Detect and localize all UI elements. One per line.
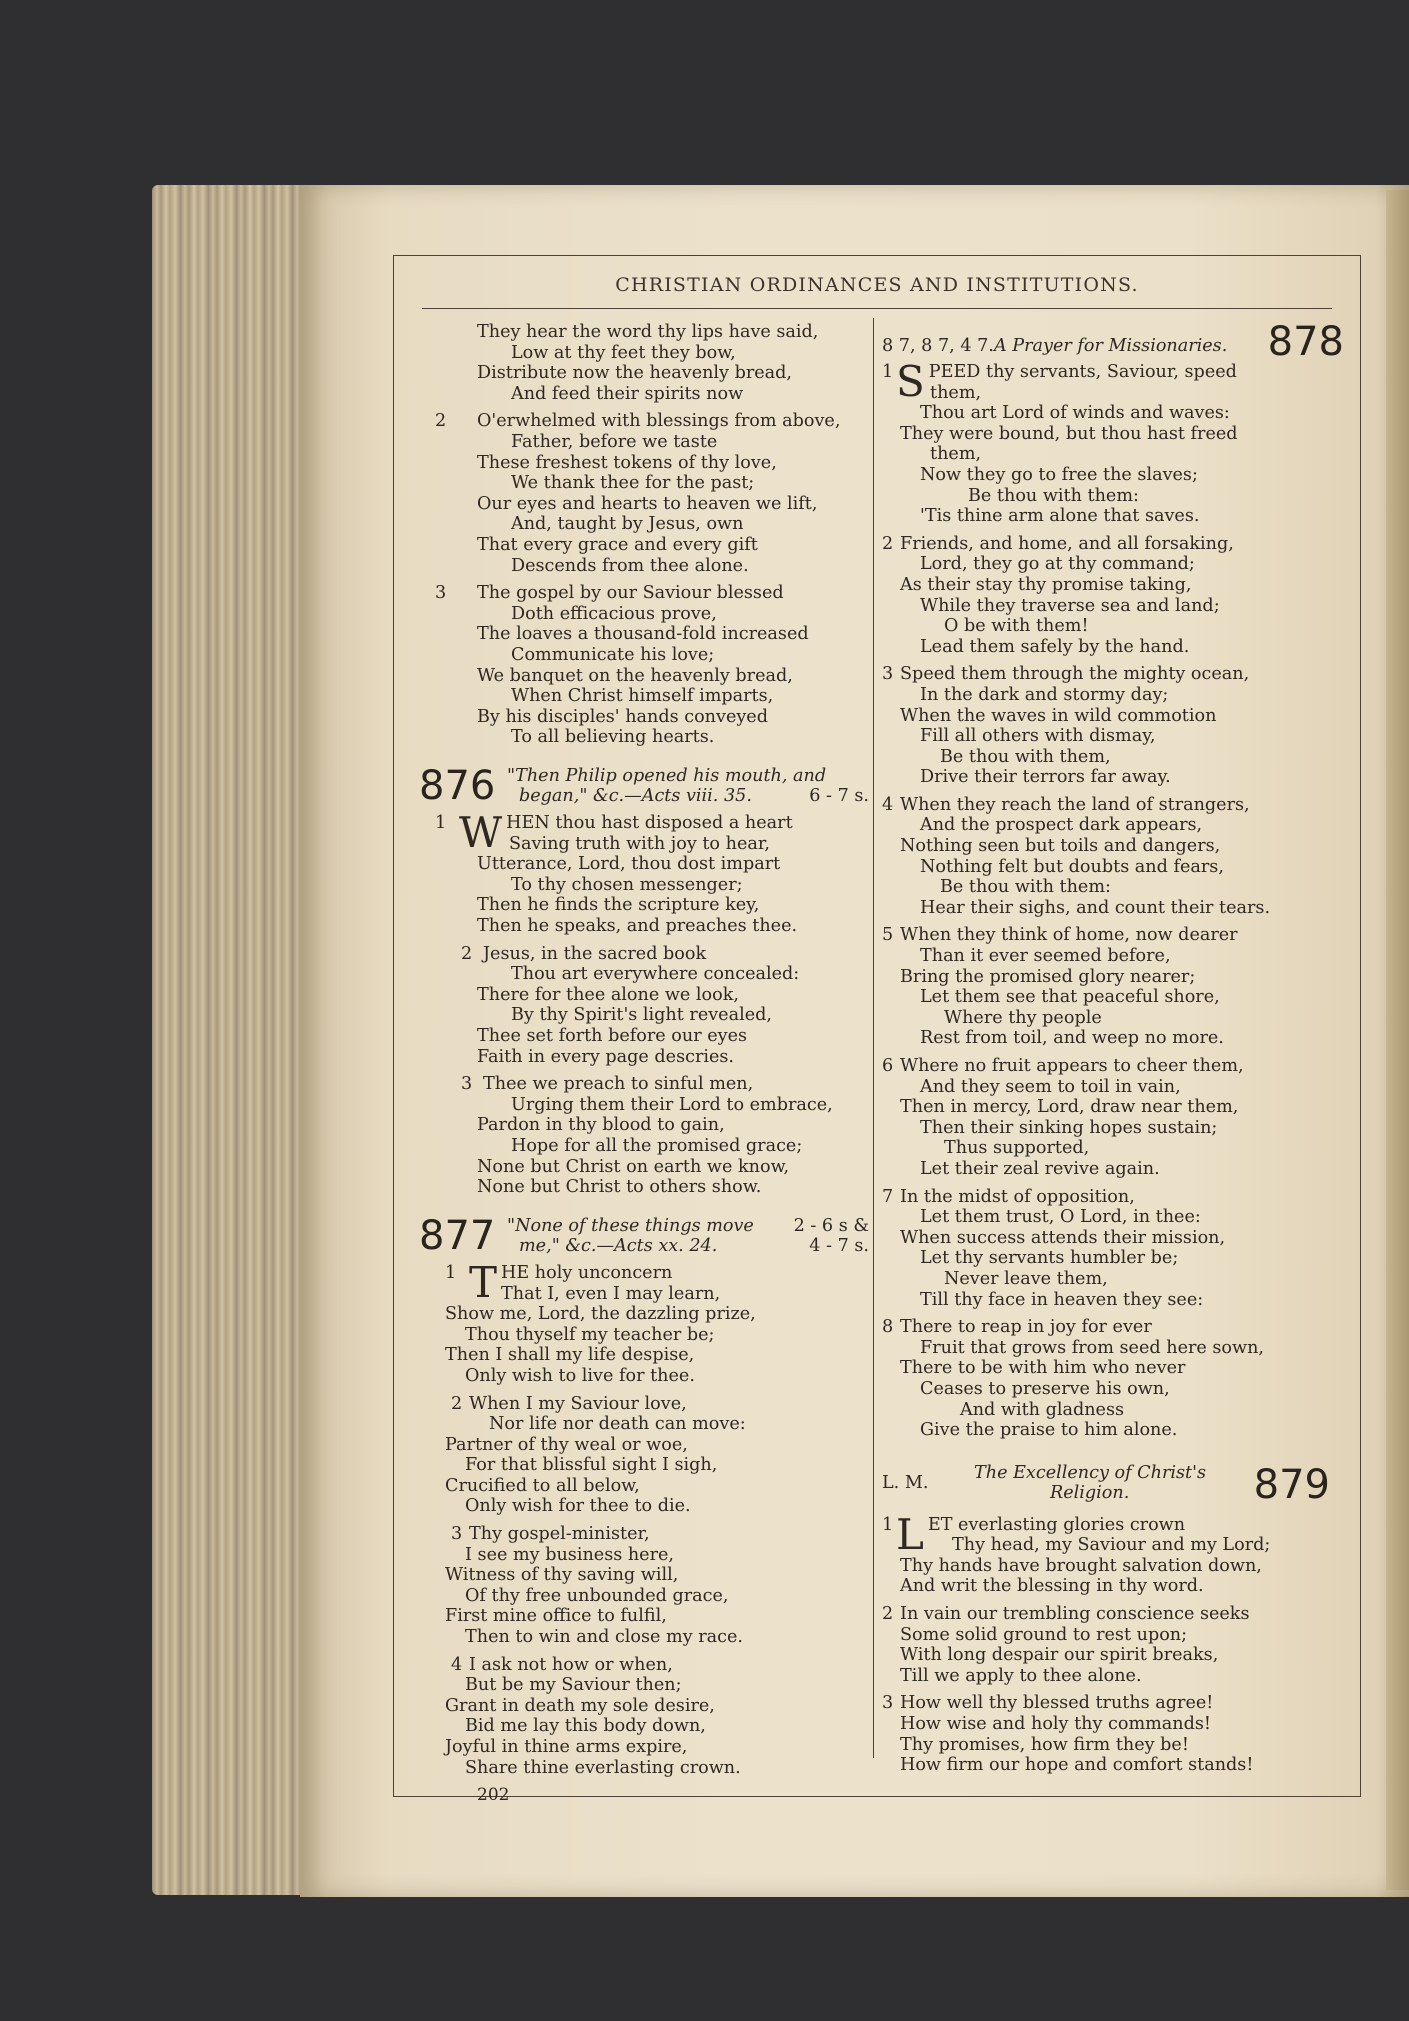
verse-line: That every grace and every gift — [477, 534, 758, 555]
verse-line: The loaves a thousand-fold increased — [477, 624, 809, 645]
verse-line: Let them trust, O Lord, in thee: — [920, 1207, 1201, 1228]
verse-line: 2 In vain our trembling conscience seeks — [882, 1604, 1250, 1625]
verse-line: Thou art Lord of winds and waves: — [920, 403, 1230, 424]
verse-line: Hear their sighs, and count their tears. — [920, 897, 1271, 918]
verse-line: There for thee alone we look, — [477, 984, 739, 1005]
hymn-number: 878 — [1267, 319, 1344, 365]
verse-line: 1 S PEED thy servants, Saviour, speed — [882, 357, 1237, 406]
verse-number: 5 — [882, 925, 894, 946]
hymn-879-heading — [882, 1463, 1344, 1515]
verse-number: 1 — [882, 362, 894, 382]
verse-number: 6 — [882, 1056, 894, 1076]
verse-line: Let them see that peaceful shore, — [920, 987, 1220, 1008]
verse-number: 3 — [882, 664, 894, 685]
verse-number: 3 — [451, 1524, 463, 1545]
verse-number: 8 — [882, 1317, 894, 1338]
verse-line: And the prospect dark appears, — [920, 815, 1203, 836]
verse-line: Now they go to free the slaves; — [920, 464, 1198, 485]
hymn-878-verse-3 — [882, 664, 1344, 788]
verse-line: Lead them safely by the hand. — [920, 636, 1190, 657]
verse-line: And, taught by Jesus, own — [511, 514, 744, 535]
verse-line: These freshest tokens of thy love, — [477, 452, 777, 473]
verse-line: When the waves in wild commotion — [900, 705, 1217, 726]
page-frame — [393, 255, 1361, 1806]
hymn-title: Religion. — [1050, 1482, 1130, 1503]
verse-line: Then to win and close my race. — [465, 1627, 744, 1648]
verse-number: 1 — [445, 1262, 457, 1283]
verse-line: 2 When I my Saviour love, — [451, 1393, 687, 1414]
hymn-876-heading — [419, 762, 869, 809]
verse-line: 8 There to reap in joy for ever — [882, 1317, 1152, 1338]
verse-line: We banquet on the heavenly bread, — [477, 665, 793, 686]
verse-number: 2 — [451, 1393, 463, 1414]
hymn-number: 876 — [419, 762, 496, 809]
verse-line: Our eyes and hearts to heaven we lift, — [477, 493, 818, 514]
verse-line: How wise and holy thy commands! — [900, 1714, 1211, 1735]
verse-line: Of thy free unbounded grace, — [465, 1585, 729, 1606]
hymn-878-verse-8 — [882, 1317, 1344, 1441]
verse-line: Than it ever seemed before, — [920, 946, 1171, 967]
verse-number: 3 — [435, 583, 447, 604]
verse-number: 7 — [882, 1186, 894, 1207]
verse-line: They hear the word thy lips have said, — [477, 322, 819, 342]
hymn-title: The Excellency of Christ's — [974, 1462, 1206, 1483]
verse-line: Give the praise to him alone. — [920, 1420, 1178, 1441]
scripture-reference: "None of these things move 2 - 6 s & — [507, 1215, 869, 1236]
verse-line: 5 When they think of home, now dearer — [882, 925, 1238, 946]
verse-line: With long despair our spirit breaks, — [900, 1645, 1219, 1666]
verse-line: Let their zeal revive again. — [920, 1158, 1160, 1179]
verse-number: 2 — [435, 411, 447, 432]
hymn-875-continued — [419, 322, 869, 404]
hymn-meter: 6 - 7 s. — [809, 786, 869, 807]
verse-line: Till we apply to thee alone. — [900, 1665, 1142, 1686]
drop-cap: S — [896, 357, 925, 406]
verse-line: Witness of thy saving will, — [445, 1565, 679, 1586]
verse-line: 2 Friends, and home, and all forsaking, — [882, 533, 1234, 554]
verse-number: 4 — [451, 1654, 463, 1675]
hymn-879-verse-3 — [882, 1693, 1344, 1775]
verse-line: Then he speaks, and preaches thee. — [477, 916, 798, 937]
verse-line: Saving truth with joy to hear, — [509, 833, 770, 854]
hymn-meter: L. M. — [882, 1472, 929, 1493]
verse-line: Utterance, Lord, thou dost impart — [477, 854, 781, 875]
verse-line: But be my Saviour then; — [465, 1675, 682, 1696]
running-header: CHRISTIAN ORDINANCES AND INSTITUTIONS. — [615, 274, 1139, 296]
verse-line: Ceases to preserve his own, — [920, 1378, 1170, 1399]
verse-line: 3 Thy gospel-minister, — [451, 1524, 650, 1545]
verse-line: 3 Speed them through the mighty ocean, — [882, 664, 1250, 685]
verse-line: Share thine everlasting crown. — [465, 1757, 741, 1778]
verse-line: Be thou with them: — [968, 485, 1139, 506]
verse-line: There to be with him who never — [900, 1358, 1186, 1379]
verse-line: 4 I ask not how or when, — [451, 1654, 673, 1675]
verse-line: They were bound, but thou hast freed — [900, 423, 1238, 444]
verse-line: Urging them their Lord to embrace, — [511, 1094, 833, 1115]
verse-line: 1 L ET everlasting glories crown — [882, 1509, 1186, 1559]
hymn-875-verse-2 — [419, 411, 869, 576]
verse-line: Only wish for thee to die. — [465, 1496, 691, 1517]
verse-line: Then in mercy, Lord, draw near them, — [900, 1097, 1239, 1118]
verse-line: And feed their spirits now — [511, 383, 744, 404]
verse-number: 2 — [882, 533, 894, 554]
verse-line: To all believing hearts. — [511, 727, 715, 748]
hymn-876-verse-3 — [419, 1074, 869, 1198]
verse-line: Fill all others with dismay, — [920, 726, 1156, 747]
verse-line: When success attends their mission, — [900, 1227, 1226, 1248]
hymn-meter: 8 7, 8 7, 4 7. — [882, 336, 994, 356]
header-rule — [422, 308, 1332, 309]
verse-line: Where thy people — [944, 1007, 1102, 1028]
verse-line: Bid me lay this body down, — [465, 1716, 706, 1737]
verse-line: Pardon in thy blood to gain, — [477, 1115, 725, 1136]
drop-cap: W — [459, 808, 503, 858]
hymn-meter: 2 - 6 s & — [793, 1215, 869, 1236]
verse-number: 2 — [882, 1604, 894, 1625]
verse-line: Father, before we taste — [511, 431, 718, 452]
hymn-number: 879 — [1253, 1461, 1330, 1508]
verse-line: Thee set forth before our eyes — [477, 1026, 748, 1046]
scripture-reference: me," &c.—Acts xx. 24. 4 - 7 s. — [519, 1236, 869, 1257]
scripture-reference: "Then Philip opened his mouth, and — [507, 765, 827, 786]
hymn-number: 877 — [419, 1212, 496, 1259]
verse-line: 3 How well thy blessed truths agree! — [882, 1693, 1214, 1714]
verse-line: Faith in every page descries. — [477, 1046, 735, 1067]
verse-line: Be thou with them: — [940, 877, 1111, 898]
hymn-879-verse-2 — [882, 1604, 1344, 1686]
verse-line: Communicate his love; — [511, 644, 715, 665]
verse-line: Nor life nor death can move: — [489, 1414, 746, 1435]
verse-line: Bring the promised glory nearer; — [900, 966, 1196, 987]
hymn-877-verse-2 — [419, 1394, 869, 1518]
verse-line: Then I shall my life despise, — [445, 1345, 695, 1366]
verse-line: Grant in death my sole desire, — [445, 1695, 715, 1716]
verse-line: Crucified to all below, — [445, 1475, 640, 1496]
hymn-878-verse-2 — [882, 534, 1344, 658]
verse-line: Rest from toil, and weep no more. — [920, 1028, 1224, 1049]
column-divider — [873, 318, 874, 1758]
verse-line: Hope for all the promised grace; — [511, 1135, 803, 1156]
verse-line: Be thou with them, — [940, 746, 1111, 767]
verse-line: As their stay thy promise taking, — [900, 574, 1192, 595]
hymn-877-heading — [419, 1212, 869, 1259]
verse-line: them, — [930, 382, 982, 403]
hymn-877-verse-3 — [419, 1524, 869, 1648]
drop-cap: T — [469, 1257, 498, 1307]
verse-line: Thy hands have brought salvation down, — [900, 1555, 1262, 1576]
hymn-878-verse-5 — [882, 925, 1344, 1049]
left-column — [419, 322, 869, 1806]
drop-cap: L — [896, 1509, 924, 1559]
right-column — [882, 319, 1344, 1783]
hymn-878-verse-7 — [882, 1187, 1344, 1311]
verse-line: By thy Spirit's light revealed, — [511, 1005, 772, 1026]
verse-line: Lord, they go at thy command; — [920, 554, 1195, 575]
verse-line: And they seem to toil in vain, — [920, 1076, 1181, 1097]
verse-line: And writ the blessing in thy word. — [900, 1576, 1204, 1597]
verse-line: O be with them! — [944, 616, 1089, 637]
verse-line: Only wish to live for thee. — [465, 1365, 695, 1386]
verse-line: And with gladness — [960, 1399, 1125, 1420]
verse-line: them, — [930, 444, 982, 465]
verse-line: Nothing seen but toils and dangers, — [900, 836, 1221, 857]
verse-line: 2 O'erwhelmed with blessings from above, — [435, 411, 841, 432]
verse-line: None but Christ on earth we know, — [477, 1156, 790, 1177]
verse-number: 1 — [435, 813, 447, 834]
verse-number: 4 — [882, 794, 894, 815]
verse-line: 3 Thee we preach to sinful men, — [461, 1074, 754, 1095]
verse-line: Nothing felt but doubts and fears, — [920, 856, 1224, 877]
hymn-878-verse-4 — [882, 795, 1344, 919]
hymn-878-heading — [882, 319, 1344, 365]
verse-line: Thou art everywhere concealed: — [511, 964, 800, 985]
hymn-877-verse-4 — [419, 1655, 869, 1779]
verse-line: Thy head, my Saviour and my Lord; — [952, 1535, 1271, 1556]
verse-line: Partner of thy weal or woe, — [445, 1434, 688, 1455]
hymn-879-verse-1 — [882, 1509, 1344, 1597]
verse-line: 1 W HEN thou hast disposed a heart — [435, 808, 793, 858]
verse-line: Drive their terrors far away. — [920, 767, 1171, 788]
verse-line: Thus supported, — [944, 1138, 1090, 1159]
verse-line: Distribute now the heavenly bread, — [477, 363, 793, 384]
verse-line: Then their sinking hopes sustain; — [920, 1117, 1218, 1138]
hymn-876-verse-1 — [419, 808, 869, 937]
hymn-877-verse-1 — [419, 1257, 869, 1387]
hymn-876-verse-2 — [419, 944, 869, 1068]
verse-line: 7 In the midst of opposition, — [882, 1186, 1135, 1207]
verse-line: Descends from thee alone. — [511, 555, 749, 576]
hymn-878-verse-1 — [882, 357, 1344, 527]
verse-line: None but Christ to others show. — [477, 1177, 762, 1198]
verse-line: Thy promises, how firm they be! — [900, 1734, 1189, 1755]
scripture-reference: began," &c.—Acts viii. 35. 6 - 7 s. — [519, 786, 869, 807]
verse-line: I see my business here, — [465, 1544, 675, 1565]
verse-number: 1 — [882, 1514, 894, 1535]
verse-line: 2 Jesus, in the sacred book — [461, 943, 707, 964]
page-number: 202 — [477, 1785, 510, 1806]
verse-number: 3 — [461, 1074, 473, 1095]
verse-line: For that blissful sight I sigh, — [465, 1455, 718, 1476]
verse-line: Never leave them, — [944, 1268, 1108, 1289]
verse-line: To thy chosen messenger; — [511, 874, 743, 895]
verse-line: Then he finds the scripture key, — [477, 895, 760, 916]
verse-number: 3 — [882, 1693, 894, 1714]
verse-line: Thou thyself my teacher be; — [465, 1324, 715, 1345]
verse-line: Doth efficacious prove, — [511, 603, 717, 624]
verse-line: That I, even I may learn, — [501, 1283, 721, 1304]
verse-line: Show me, Lord, the dazzling prize, — [445, 1304, 756, 1325]
verse-line: While they traverse sea and land; — [920, 595, 1220, 616]
facing-page-edge — [1386, 190, 1409, 1890]
hymn-title: A Prayer for Missionaries. — [994, 336, 1228, 356]
verse-line: Low at thy feet they bow, — [511, 342, 736, 363]
hymn-meter: 4 - 7 s. — [809, 1236, 869, 1257]
verse-line: We thank thee for the past; — [511, 473, 755, 494]
verse-line: Fruit that grows from seed here sown, — [920, 1337, 1264, 1358]
verse-line: 4 When they reach the land of strangers, — [882, 794, 1250, 815]
verse-line: 3 The gospel by our Saviour blessed — [435, 583, 784, 604]
verse-line: When Christ himself imparts, — [511, 686, 774, 707]
verse-line: How firm our hope and comfort stands! — [900, 1755, 1254, 1776]
verse-line: Some solid ground to rest upon; — [900, 1624, 1188, 1645]
verse-line: Let thy servants humbler be; — [920, 1248, 1179, 1269]
verse-line: First mine office to fulfil, — [445, 1606, 667, 1627]
verse-line: 'Tis thine arm alone that saves. — [920, 506, 1200, 527]
verse-line: Till thy face in heaven they see: — [920, 1289, 1204, 1310]
verse-line: Joyful in thine arms expire, — [445, 1737, 688, 1757]
verse-number: 2 — [461, 943, 473, 964]
verse-line: In the dark and stormy day; — [920, 684, 1169, 705]
verse-line: By his disciples' hands conveyed — [477, 706, 768, 727]
hymn-878-verse-6 — [882, 1056, 1344, 1180]
hymn-875-verse-3 — [419, 583, 869, 748]
verse-line: 6 Where no fruit appears to cheer them, — [882, 1056, 1244, 1076]
verse-line: 1 T HE holy unconcern — [445, 1257, 673, 1307]
